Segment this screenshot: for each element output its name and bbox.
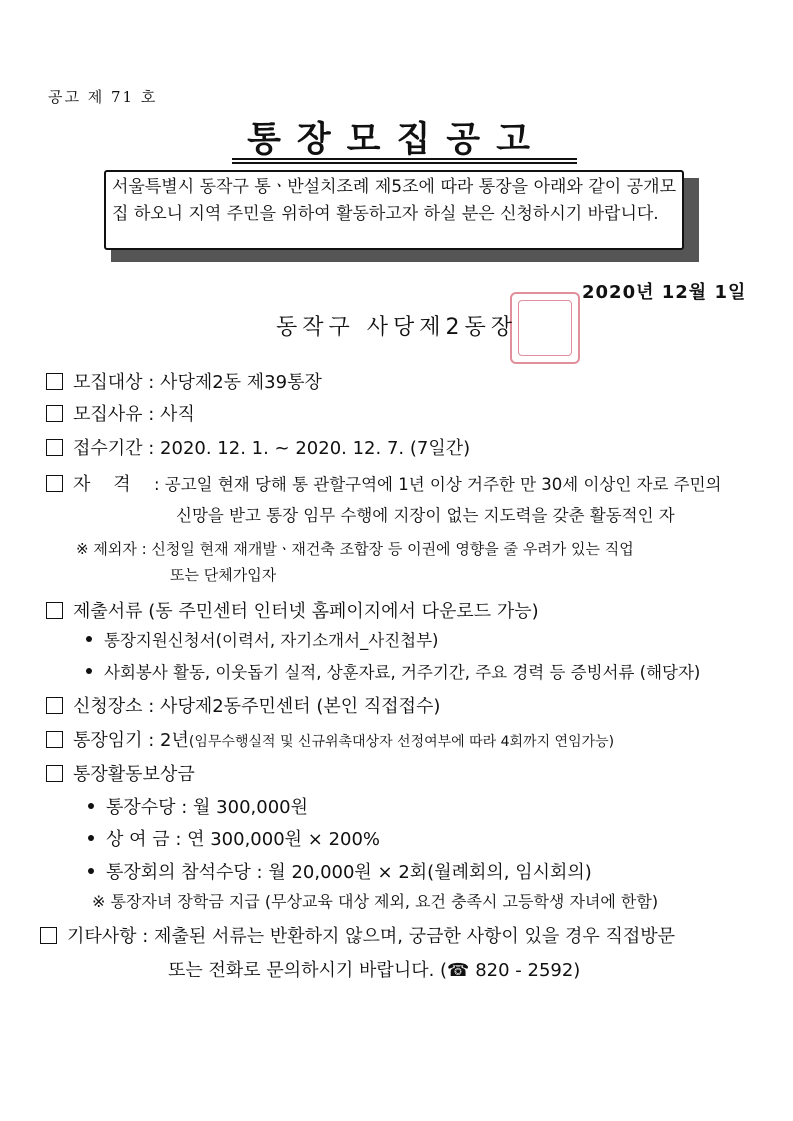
item-label: 자 격 [73,474,131,495]
intro-box [104,170,684,250]
item-text: 접수기간 : 2020. 12. 1. ~ 2020. 12. 7. (7일간) [73,438,471,459]
page-title: 통장모집공고 [247,120,546,160]
documents-bullet-2 [86,659,700,683]
comp-bullet-2 [88,825,380,851]
item-text: 모집사유 : 사직 [73,404,195,425]
exclusion-line-2: 또는 단체가입자 [170,566,277,584]
item-text: 기타사항 : 제출된 서류는 반환하지 않으며, 궁금한 사항이 있을 경우 직접방문 [67,926,676,947]
checkbox-icon [46,602,63,619]
bullet-icon [86,636,92,642]
checkbox-icon [46,439,63,456]
checkbox-icon [46,697,63,714]
item-target [46,368,322,394]
item-compensation [46,760,195,786]
item-period [46,434,470,460]
documents-bullet-1 [86,627,438,651]
issuer: 동작구 사당제2동장 [275,315,517,340]
checkbox-icon [40,927,57,944]
item-place [46,692,440,718]
comp-bullet-3 [88,858,592,884]
item-qualification [46,470,131,496]
qualification-line-1: : 공고일 현재 당해 통 관할구역에 1년 이상 거주한 만 30세 이상인 자로 주민의 [154,475,722,494]
qualification-line-2: 신망을 받고 통장 임무 수행에 지장이 없는 지도력을 갖춘 활동적인 자 [176,506,675,525]
item-etc [40,922,675,948]
item-documents [46,597,539,623]
bullet-text: 통장지원신청서(이력서, 자기소개서_사진첩부) [104,631,439,650]
item-text: 통장활동보상금 [73,764,195,785]
checkbox-icon [46,373,63,390]
checkbox-icon [46,475,63,492]
item-text: 모집대상 : 사당제2동 제39통장 [73,372,322,393]
bullet-icon [88,803,94,809]
bullet-text: 통장수당 : 월 300,000원 [106,797,308,818]
item-text: 통장임기 : 2년 [73,730,189,751]
item-text: 신청장소 : 사당제2동주민센터 (본인 직접접수) [73,696,441,717]
notice-date: 2020년 12월 1일 [582,282,747,303]
checkbox-icon [46,405,63,422]
item-text: 제출서류 (동 주민센터 인터넷 홈페이지에서 다운로드 가능) [73,601,539,622]
checkbox-icon [46,731,63,748]
notice-number: 공고 제 71 호 [48,88,158,106]
comp-note: ※ 통장자녀 장학금 지급 (무상교육 대상 제외, 요건 충족시 고등학생 자녀에 한함) [92,892,659,911]
title-underline [232,158,577,164]
bullet-text: 사회봉사 활동, 이웃돕기 실적, 상훈자료, 거주기간, 주요 경력 등 증빙서류 (해당자) [104,663,701,682]
etc-line-2: 또는 전화로 문의하시기 바랍니다. (☎ 820 - 2592) [168,960,581,981]
bullet-icon [88,835,94,841]
bullet-icon [86,668,92,674]
checkbox-icon [46,765,63,782]
comp-bullet-1 [88,793,308,819]
term-note: (임무수행실적 및 신규위촉대상자 선정여부에 따라 4회까지 연임가능) [188,734,615,750]
bullet-icon [88,868,94,874]
bullet-text: 상 여 금 : 연 300,000원 × 200% [106,829,381,850]
bullet-text: 통장회의 참석수당 : 월 20,000원 × 2회(월례회의, 임시회의) [106,862,592,883]
item-reason [46,400,195,426]
exclusion-line-1: ※ 제외자 : 신청일 현재 재개발ㆍ재건축 조합장 등 이권에 영향을 줄 우려가 있는 직업 [76,540,634,558]
intro-text: 서울특별시 동작구 통ㆍ반설치조례 제5조에 따라 통장을 아래와 같이 공개모집 하오니 지역 주민을 위하여 활동하고자 하실 분은 신청하시기 바랍니다. [112,177,676,224]
item-term [46,726,614,752]
